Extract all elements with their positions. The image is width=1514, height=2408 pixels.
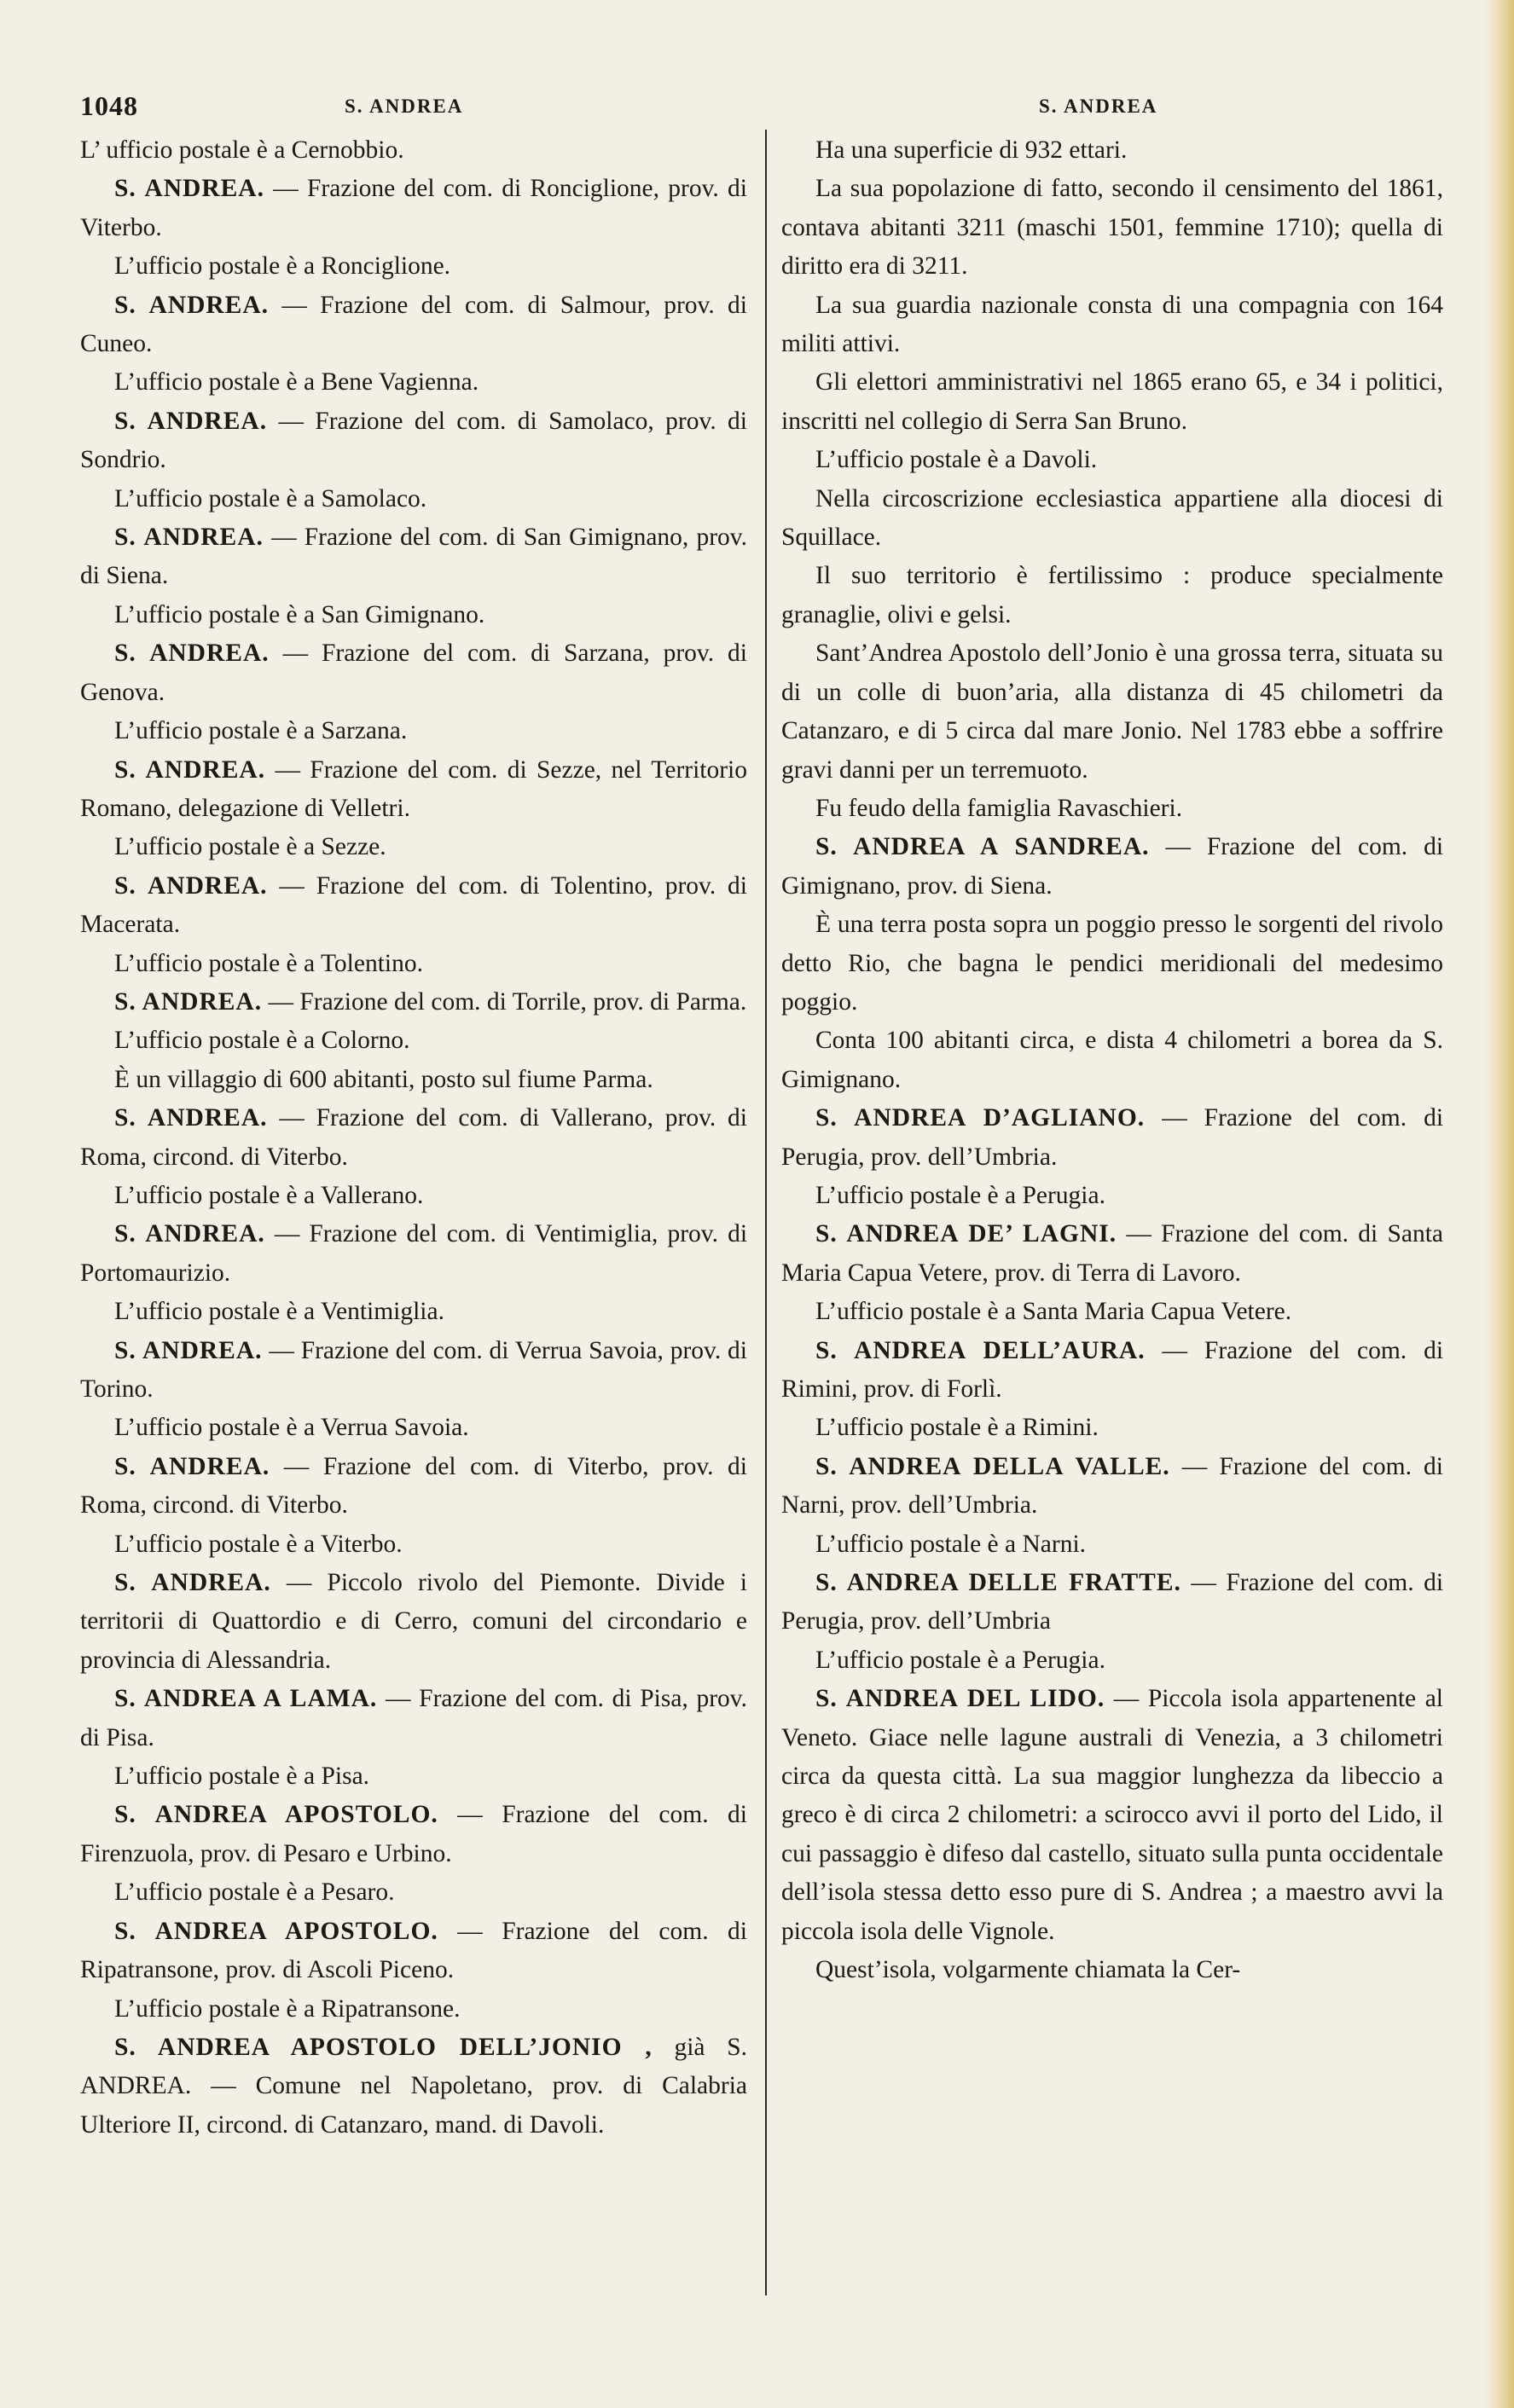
- entry-text: — Frazione del com. di Rimini, prov. di Forlì.: [781, 1336, 1444, 1403]
- entry-text: L’ufficio postale è a San Gimignano.: [114, 600, 485, 628]
- gazetteer-entry: [80, 1099, 747, 1177]
- entry-text: — Frazione del com. di Sezze, nel Territorio Romano, delegazione di Velletri.: [80, 755, 747, 822]
- entry-text: — Frazione del com. di Vallerano, prov. di Roma, circond. di Viterbo.: [80, 1104, 748, 1171]
- entry-text: Quest’isola, volgarmente chiamata la Cer-: [815, 1956, 1241, 1984]
- entry-text: L’ufficio postale è a Pesaro.: [114, 1878, 395, 1907]
- entry-text: L’ufficio postale è a Perugia.: [815, 1181, 1105, 1209]
- running-title-right: S. ANDREA: [1039, 96, 1158, 117]
- gazetteer-entry: [781, 170, 1443, 286]
- gazetteer-entry: [80, 1061, 747, 1099]
- entry-headword: S. ANDREA.: [114, 987, 263, 1016]
- gazetteer-entry: [781, 1448, 1443, 1525]
- entry-text: La sua guardia nazionale consta di una compagnia con 164 militi attivi.: [781, 291, 1443, 358]
- entry-text: Nella circoscrizione ecclesiastica appartiene alla diocesi di Squillace.: [781, 484, 1443, 552]
- column-divider: [765, 130, 767, 2295]
- gazetteer-entry: [80, 983, 747, 1022]
- entry-text: L’ufficio postale è a Ventimiglia.: [114, 1298, 444, 1326]
- entry-headword: S. ANDREA A SANDREA.: [815, 833, 1150, 861]
- gazetteer-entry: [80, 1873, 747, 1912]
- entry-text: — Frazione del com. di Ronciglione, prov. di Viterbo.: [80, 175, 748, 241]
- gazetteer-entry: [781, 1525, 1443, 1564]
- gazetteer-entry: [80, 828, 747, 866]
- entry-text: L’ufficio postale è a Verrua Savoia.: [114, 1414, 469, 1442]
- entry-text: L’ufficio postale è a Colorno.: [114, 1027, 410, 1055]
- gazetteer-entry: [80, 402, 747, 480]
- entry-text: Fu feudo della famiglia Ravaschieri.: [815, 794, 1183, 822]
- entry-headword: S. ANDREA.: [114, 1336, 263, 1364]
- gazetteer-entry: [80, 131, 747, 170]
- entry-text: — Frazione del com. di Pisa, prov. di Pisa.: [80, 1685, 748, 1751]
- gazetteer-entry: [781, 634, 1443, 790]
- entry-headword: S. ANDREA APOSTOLO DELL’JONIO ,: [114, 2033, 653, 2061]
- entry-text: L’ufficio postale è a Davoli.: [815, 446, 1098, 474]
- gazetteer-entry: [781, 1409, 1443, 1447]
- gazetteer-entry: [80, 1448, 747, 1525]
- entry-text: È un villaggio di 600 abitanti, posto sul fiume Parma.: [114, 1065, 653, 1093]
- page-header: [80, 90, 1441, 124]
- entry-headword: S. ANDREA DELL’AURA.: [815, 1336, 1146, 1364]
- gazetteer-entry: [80, 1913, 747, 1990]
- entry-text: — Frazione del com. di Perugia, prov. dell’Umbria: [781, 1569, 1444, 1635]
- entry-text: L’ufficio postale è a Bene Vagienna.: [114, 368, 479, 397]
- gazetteer-entry: [80, 1177, 747, 1215]
- entry-headword: S. ANDREA.: [114, 407, 268, 435]
- gazetteer-entry: [781, 441, 1443, 479]
- entry-text: — Frazione del com. di Verrua Savoia, prov. di Torino.: [80, 1336, 747, 1403]
- running-title-left: S. ANDREA: [345, 96, 464, 117]
- gazetteer-entry: [80, 1990, 747, 2029]
- gazetteer-entry: [80, 287, 747, 364]
- gazetteer-entry: [781, 1177, 1443, 1215]
- entry-headword: S. ANDREA DELLE FRATTE.: [815, 1569, 1181, 1597]
- gazetteer-entry: [80, 751, 747, 829]
- gazetteer-entry: [781, 828, 1443, 906]
- entry-text: — Frazione del com. di San Gimignano, prov. di Siena.: [80, 524, 747, 590]
- entry-text: — Frazione del com. di Ripatransone, prov. di Ascoli Piceno.: [80, 1917, 747, 1984]
- left-column: [80, 131, 747, 2145]
- entry-text: — Frazione del com. di Santa Maria Capua Vetere, prov. di Terra di Lavoro.: [781, 1220, 1444, 1287]
- gazetteer-entry: [781, 1951, 1443, 1989]
- entry-text: L’ufficio postale è a Sarzana.: [114, 717, 408, 745]
- entry-text: — Frazione del com. di Ventimiglia, prov. di Portomaurizio.: [80, 1220, 748, 1287]
- entry-text: L’ufficio postale è a Viterbo.: [114, 1530, 403, 1558]
- gazetteer-entry: [80, 480, 747, 518]
- entry-headword: S. ANDREA APOSTOLO.: [114, 1801, 438, 1829]
- page-number: 1048: [80, 90, 138, 121]
- gazetteer-entry: [80, 867, 747, 945]
- entry-headword: S. ANDREA DE’ LAGNI.: [815, 1220, 1117, 1248]
- entry-text: L’ ufficio postale è a Cernobbio.: [80, 136, 404, 164]
- gazetteer-entry: [80, 1332, 747, 1409]
- entry-headword: S. ANDREA.: [114, 1104, 268, 1132]
- entry-headword: S. ANDREA.: [114, 1220, 265, 1248]
- entry-text: Il suo territorio è fertilissimo : produce specialmente granaglie, olivi e gelsi.: [781, 562, 1443, 628]
- gazetteer-entry: [781, 906, 1443, 1022]
- right-column: [781, 131, 1443, 1990]
- entry-text: L’ufficio postale è a Ronciglione.: [114, 252, 451, 281]
- entry-headword: S. ANDREA.: [114, 1452, 270, 1480]
- gazetteer-entry: [80, 1022, 747, 1060]
- gazetteer-entry: [80, 363, 747, 402]
- page-edge: [1485, 0, 1514, 2408]
- gazetteer-entry: [781, 363, 1443, 441]
- gazetteer-entry: [80, 1215, 747, 1293]
- entry-headword: S. ANDREA APOSTOLO.: [114, 1917, 438, 1945]
- entry-headword: S. ANDREA.: [114, 175, 264, 203]
- entry-text: già S. ANDREA. — Comune nel Napoletano, prov. di Calabria Ulteriore II, circond. di Catanzaro, mand. di Davoli.: [80, 2033, 748, 2139]
- entry-text: Conta 100 abitanti circa, e dista 4 chilometri a borea da S. Gimignano.: [781, 1027, 1443, 1093]
- gazetteer-entry: [80, 945, 747, 983]
- gazetteer-entry: [80, 596, 747, 634]
- entry-text: — Frazione del com. di Torrile, prov. di Parma.: [268, 987, 747, 1016]
- entry-text: — Frazione del com. di Gimignano, prov. di Siena.: [781, 833, 1444, 900]
- entry-text: Ha una superficie di 932 ettari.: [815, 136, 1128, 164]
- entry-headword: S. ANDREA A LAMA.: [114, 1685, 378, 1713]
- entry-headword: S. ANDREA D’AGLIANO.: [815, 1104, 1146, 1132]
- entry-text: — Frazione del com. di Salmour, prov. di Cuneo.: [80, 291, 748, 358]
- entry-text: — Frazione del com. di Firenzuola, prov. di Pesaro e Urbino.: [80, 1801, 747, 1867]
- entry-text: Sant’Andrea Apostolo dell’Jonio è una grossa terra, situata su di un colle di buon’aria, alla distanza di 45 chilometri da Catanzaro, e di 5 circa dal mare Jonio. Nel 1783 ebbe a soffrire gravi danni per un terremuoto.: [781, 640, 1443, 784]
- gazetteer-entry: [80, 2029, 747, 2145]
- entry-text: — Frazione del com. di Perugia, prov. dell’Umbria.: [781, 1104, 1444, 1171]
- gazetteer-entry: [80, 1680, 747, 1757]
- entry-text: La sua popolazione di fatto, secondo il censimento del 1861, contava abitanti 3211 (maschi 1501, femmine 1710); quella di diritto era di 3211.: [781, 175, 1443, 281]
- gazetteer-entry: [781, 790, 1443, 828]
- gazetteer-entry: [80, 1757, 747, 1796]
- entry-text: L’ufficio postale è a Narni.: [815, 1530, 1087, 1558]
- gazetteer-entry: [781, 557, 1443, 634]
- entry-text: L’ufficio postale è a Pisa.: [114, 1763, 370, 1791]
- entry-text: L’ufficio postale è a Perugia.: [815, 1646, 1105, 1674]
- gazetteer-entry: [781, 1564, 1443, 1641]
- gazetteer-entry: [781, 131, 1443, 170]
- gazetteer-entry: [781, 1641, 1443, 1680]
- entry-text: L’ufficio postale è a Ripatransone.: [114, 1994, 461, 2023]
- gazetteer-entry: [80, 1293, 747, 1331]
- entry-headword: S. ANDREA.: [114, 524, 264, 552]
- entry-text: L’ufficio postale è a Tolentino.: [114, 949, 423, 977]
- entry-text: — Frazione del com. di Sarzana, prov. di Genova.: [80, 640, 747, 706]
- entry-text: — Frazione del com. di Viterbo, prov. di Roma, circond. di Viterbo.: [80, 1452, 747, 1519]
- entry-headword: S. ANDREA.: [114, 640, 270, 668]
- gazetteer-entry: [80, 1409, 747, 1447]
- entry-headword: S. ANDREA DEL LIDO.: [815, 1685, 1105, 1713]
- entry-text: L’ufficio postale è a Rimini.: [815, 1414, 1099, 1442]
- entry-text: Gli elettori amministrativi nel 1865 erano 65, e 34 i politici, inscritti nel collegio di Serra San Bruno.: [781, 368, 1443, 435]
- entry-headword: S. ANDREA.: [114, 291, 270, 319]
- gazetteer-entry: [781, 1022, 1443, 1099]
- entry-text: È una terra posta sopra un poggio presso le sorgenti del rivolo detto Rio, che bagna le pendici meridionali del medesimo poggio.: [781, 911, 1443, 1016]
- entry-headword: S. ANDREA.: [114, 1569, 271, 1597]
- gazetteer-entry: [781, 1099, 1443, 1177]
- entry-text: — Frazione del com. di Tolentino, prov. di Macerata.: [80, 871, 747, 939]
- gazetteer-entry: [80, 518, 747, 596]
- gazetteer-entry: [781, 1293, 1443, 1331]
- gazetteer-entry: [80, 634, 747, 712]
- gazetteer-entry: [80, 247, 747, 286]
- entry-headword: S. ANDREA DELLA VALLE.: [815, 1452, 1170, 1480]
- gazetteer-entry: [80, 1525, 747, 1564]
- entry-text: — Piccola isola appartenente al Veneto. Giace nelle lagune australi di Venezia, a 3 chilometri circa da questa città. La sua maggior lunghezza da libeccio a greco è di circa 2 chilometri: a scirocco avvi il porto del Lido, il cui passaggio è difeso dal castello, situato sulla punta occidentale dell’isola stessa detto esso pure di S. Andrea ; a maestro avvi la piccola isola delle Vignole.: [781, 1685, 1443, 1945]
- entry-text: L’ufficio postale è a Sezze.: [114, 833, 386, 861]
- gazetteer-entry: [781, 287, 1443, 364]
- entry-text: L’ufficio postale è a Samolaco.: [114, 484, 427, 512]
- gazetteer-entry: [781, 480, 1443, 558]
- entry-text: L’ufficio postale è a Santa Maria Capua Vetere.: [815, 1298, 1292, 1326]
- gazetteer-entry: [781, 1680, 1443, 1951]
- gazetteer-entry: [781, 1215, 1443, 1293]
- entry-text: — Piccolo rivolo del Piemonte. Divide i territorii di Quattordio e di Cerro, comuni del circondario e provincia di Alessandria.: [80, 1569, 747, 1674]
- gazetteer-entry: [80, 712, 747, 750]
- gazetteer-entry: [80, 1796, 747, 1873]
- entry-headword: S. ANDREA.: [114, 755, 266, 784]
- gazetteer-entry: [781, 1332, 1443, 1409]
- entry-text: — Frazione del com. di Narni, prov. dell’Umbria.: [781, 1452, 1443, 1519]
- gazetteer-entry: [80, 170, 747, 247]
- gazetteer-entry: [80, 1564, 747, 1680]
- entry-text: L’ufficio postale è a Vallerano.: [114, 1181, 424, 1209]
- entry-headword: S. ANDREA.: [114, 871, 268, 900]
- entry-text: — Frazione del com. di Samolaco, prov. di Sondrio.: [80, 407, 747, 474]
